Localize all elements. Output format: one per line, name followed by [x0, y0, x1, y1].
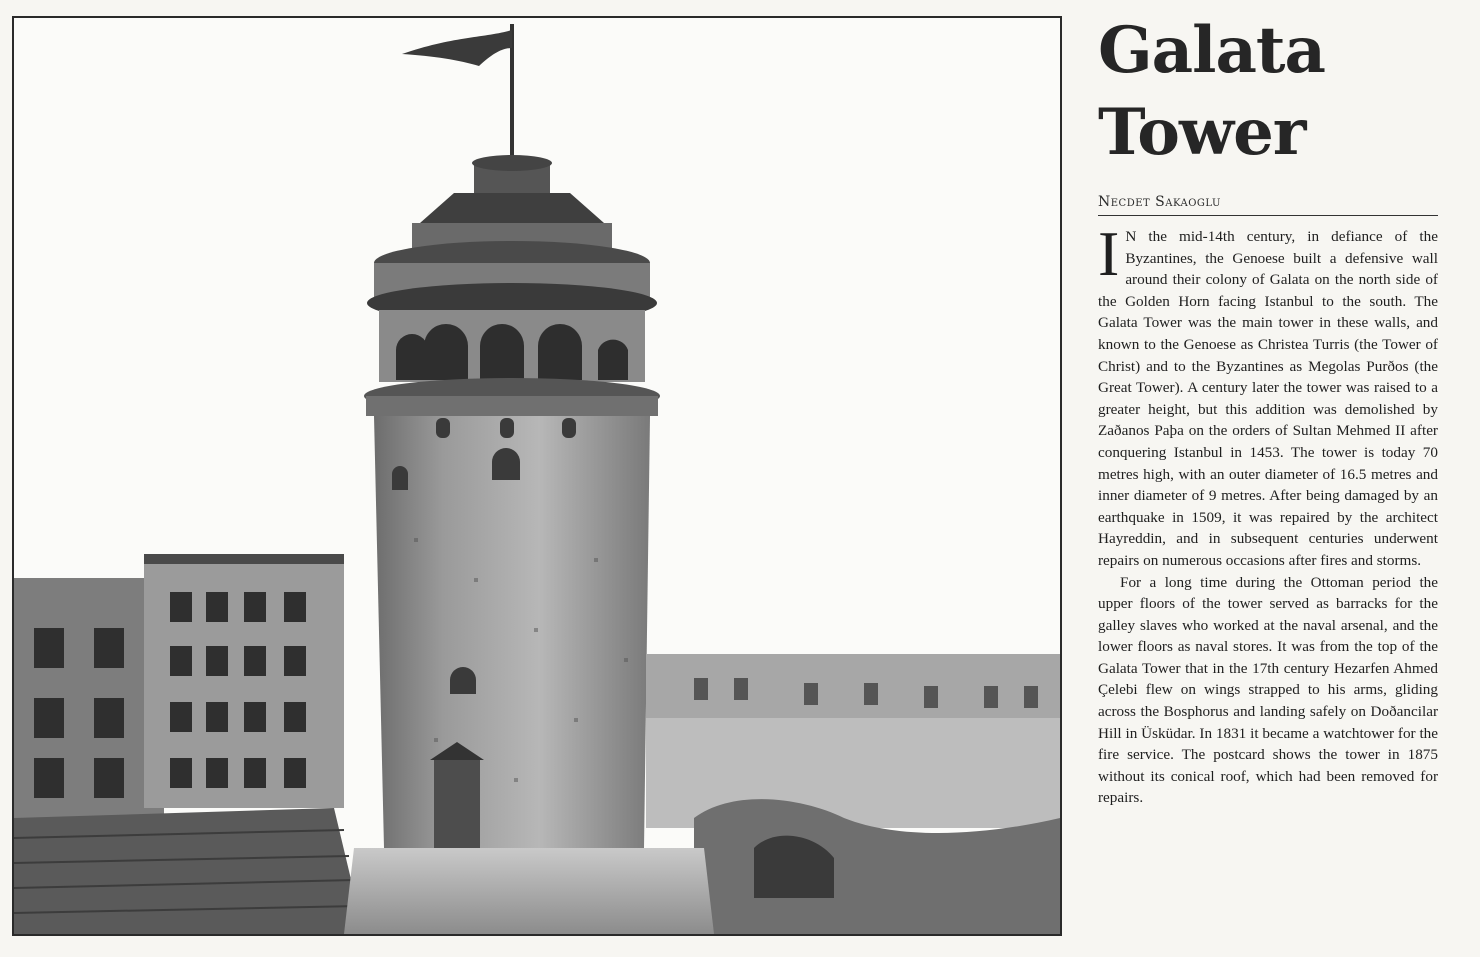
title-line-1: Galata: [1098, 13, 1325, 88]
galata-tower-photo: [12, 16, 1062, 936]
article-title: [1098, 10, 1438, 174]
title-line-2: Tower: [1098, 95, 1306, 170]
paragraph-1: [1098, 218, 1438, 572]
drop-cap: I: [1098, 218, 1120, 289]
paragraph-2: For a long time during the Ottoman period the upper floors of the tower served as barracks for the galley slaves who worked at the naval arsenal, and the lower floors as naval stores. It was from the top of the Galata Tower that in the 17th century Hezarfen Ahmed Çelebi flew on wings strapped to his arms, gliding across the Bosphorus and landing safely on Doðancilar Hill in Üsküdar. In 1831 it became a watchtower for the fire service. The postcard shows the tower in 1875 without its conical roof, which had been removed for repairs.: [1098, 573, 1438, 807]
article-body: [1098, 218, 1438, 809]
author-byline: Necdet Sakaoglu: [1098, 194, 1438, 216]
article-column: [1098, 10, 1438, 809]
paragraph-1-text: N the mid-14th century, in defiance of the Byzantines, the Genoese built a defensive wall around their colony of Galata on the north side of the Golden Horn facing Istanbul to the south. The Galata Tower was the main tower in these walls, and known to the Genoese as Christea Turris (the Tower of Christ) and to the Byzantines as Megolas Purðos (the Great Tower). A century later the tower was raised to a greater height, but this addition was demolished by Zaðanos Paþa on the orders of Sultan Mehmed II after conquering Istanbul in 1453. The tower is today 70 metres high, with an outer diameter of 16.5 metres and inner diameter of 9 metres. After being damaged by an earthquake in 1509, it was repaired by the architect Hayreddin, and in subsequent centuries underwent repairs on numerous occasions after fires and storms.: [1098, 228, 1438, 569]
galata-tower-postcard-image: [14, 18, 1060, 934]
